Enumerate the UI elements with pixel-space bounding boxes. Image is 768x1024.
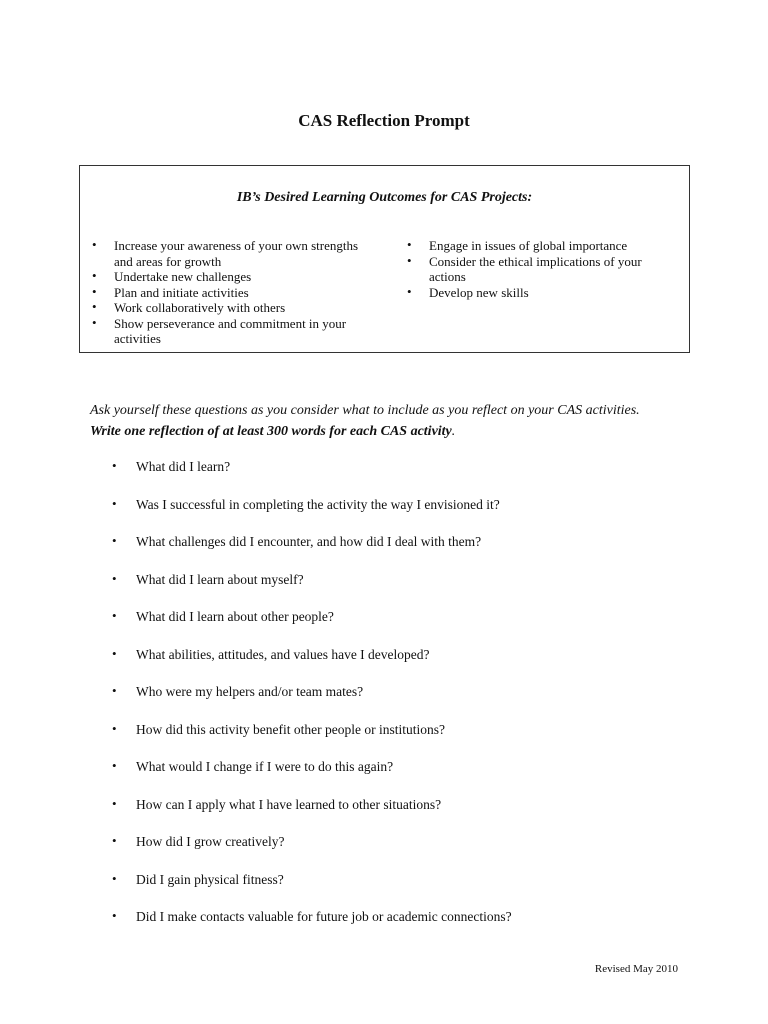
outcomes-list-right — [407, 238, 677, 300]
bullet-icon: • — [92, 283, 97, 299]
bullet-icon: • — [407, 252, 412, 268]
revision-note: Revised May 2010 — [594, 963, 678, 975]
list-item: • What did I learn about other people? — [112, 608, 334, 624]
page-title: CAS Reflection Prompt — [298, 111, 470, 130]
list-item: • What did I learn? — [112, 458, 231, 474]
list-item: • Undertake new challenges — [92, 268, 252, 284]
list-item: • Develop new skills — [407, 283, 529, 300]
learning-outcomes-box — [79, 165, 690, 353]
list-item: • Engage in issues of global importance — [407, 237, 628, 253]
list-item: • What challenges did I encounter, and how did I deal with them? — [112, 533, 482, 549]
list-item: • Who were my helpers and/or team mates? — [112, 683, 364, 699]
reflection-questions-list — [112, 459, 512, 947]
list-item: • Show perseverance and commitment in your activities — [92, 314, 347, 346]
bullet-icon: • — [112, 570, 117, 586]
bullet-icon: • — [112, 533, 117, 548]
list-item: • How can I apply what I have learned to other situations? — [112, 795, 442, 812]
bullet-icon: • — [407, 283, 412, 299]
intro-text: Ask yourself these questions as you consider what to include as you reflect on your CAS activities. — [90, 403, 640, 418]
outcomes-list-left — [92, 238, 362, 347]
bullet-icon: • — [112, 608, 117, 623]
bullet-icon: • — [92, 299, 97, 314]
bullet-icon: • — [112, 683, 117, 698]
list-item: • Plan and initiate activities — [92, 283, 249, 300]
list-item: • What would I change if I were to do this again? — [112, 758, 394, 774]
bullet-icon: • — [112, 495, 117, 511]
list-item: • What abilities, attitudes, and values have I developed? — [112, 645, 430, 662]
bullet-icon: • — [112, 458, 117, 473]
bullet-icon: • — [112, 720, 117, 736]
bullet-icon: • — [112, 833, 117, 848]
list-item: • How did I grow creatively? — [112, 833, 285, 849]
list-item: • Did I make contacts valuable for future job or academic connections? — [112, 908, 512, 924]
list-item: • How did this activity benefit other people or institutions? — [112, 720, 445, 737]
intro-paragraph — [90, 400, 650, 442]
bullet-icon: • — [92, 314, 97, 330]
bullet-icon: • — [92, 268, 97, 283]
bullet-icon: • — [112, 645, 117, 661]
bullet-icon: • — [112, 758, 117, 773]
list-item: • Increase your awareness of your own strengths and areas for growth — [92, 237, 359, 269]
outcomes-heading: IB’s Desired Learning Outcomes for CAS Projects: — [236, 190, 533, 205]
bullet-icon: • — [407, 237, 412, 252]
list-item: • Did I gain physical fitness? — [112, 870, 284, 887]
list-item: • What did I learn about myself? — [112, 570, 304, 587]
list-item: • Consider the ethical implications of your actions — [407, 252, 642, 284]
bullet-icon: • — [112, 870, 117, 886]
intro-emphasis: Write one reflection of at least 300 words for each CAS activity — [90, 424, 452, 439]
bullet-icon: • — [112, 908, 117, 923]
list-item: • Was I successful in completing the activity the way I envisioned it? — [112, 495, 500, 512]
intro-end: . — [451, 424, 456, 439]
bullet-icon: • — [112, 795, 117, 811]
list-item: • Work collaboratively with others — [92, 299, 286, 315]
bullet-icon: • — [92, 237, 97, 252]
